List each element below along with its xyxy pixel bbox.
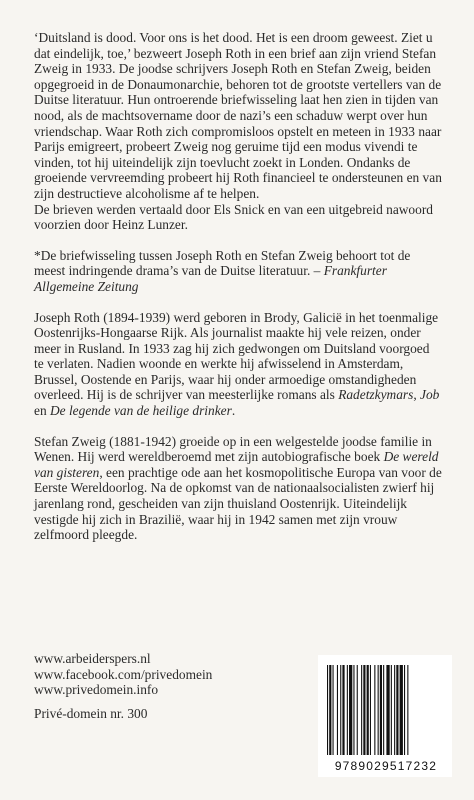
zweig-bio-text: Stefan Zweig (1881-1942) groeide op in een welgestelde joodse familie in Wenen. Hij werd wereldberoemd met zijn autobiografische boek: [34, 433, 432, 465]
barcode: [318, 655, 452, 777]
website-links: [34, 651, 212, 698]
roth-biography: Joseph Roth (1894-1939) werd geboren in Brody, Galicië in het toenmalige Oostenrijks-Hongaarse Rijk. Als journalist maakte hij vele reizen, onder meer in Rusland. In 1933 zag hij zich gedwongen om Duitsland voorgoed te verlaten. Nadien woonde en werkte hij afwisselend in Amsterdam, Brussel, Oostende en Parijs, waar hij onder armoedige omstandigheden overleed. Hij is de schrijver van meesterlijke romans als Radetzkymars, Job en De legende van de heilige drinker.: [34, 309, 440, 419]
link-arbeiderspers[interactable]: www.arbeiderspers.nl: [34, 651, 151, 666]
book-title-wereld: De wereld van gisteren: [34, 449, 439, 480]
series-number: Privé-domein nr. 300: [34, 706, 148, 721]
book-title-job: Job: [420, 387, 440, 403]
book-title-legende: De legende van de heilige drinker: [50, 403, 232, 419]
translation-credit: De brieven werden vertaald door Els Snick en van een uitgebreid nawoord voorzien door Heinz Lunzer.: [34, 201, 433, 233]
link-privedomein[interactable]: www.privedomein.info: [34, 682, 159, 698]
isbn-number: 9789029517232: [334, 759, 438, 773]
zweig-biography: Stefan Zweig (1881-1942) groeide op in een welgestelde joodse familie in Wenen. Hij werd wereldberoemd met zijn autobiografische boek De wereld van gisteren, een prachtige ode aan het kosmopolitische Europa van voor de Eerste Wereldoorlog. Na de opkomst van de nationaalsocialisten zwierf hij jarenlang rond, gescheiden van zijn thuisland Oostenrijk. Uiteindelijk vestigde hij zich in Brazilië, waar hij in 1942 samen met zijn vrouw zelfmoord pleegde.: [34, 433, 442, 543]
link-facebook[interactable]: www.facebook.com/privedomein: [34, 666, 213, 682]
barcode-icon: [325, 665, 445, 757]
press-quote: [34, 248, 442, 295]
roth-bio-text: Joseph Roth (1894-1939) werd geboren in Brody, Galicië in het toenmalige Oostenrijks-Hongaarse Rijk. Als journalist maakte hij vele reizen, onder meer in Rusland. In 1933 zag hij zich gedwongen om Duitsland voorgoed te verlaten. Nadien woonde en werkte hij afwisselend in Amsterdam, Brussel, Oostende en Parijs, waar hij onder armoedige omstandigheden overleed. Hij is de schrijver van meesterlijke romans als: [34, 309, 439, 403]
quote-source: Frankfurter Allgemeine Zeitung: [34, 263, 387, 294]
quote-text: *De briefwisseling tussen Joseph Roth en Stefan Zweig behoort tot de meest indringende drama’s van de Duitse literatuur. –: [34, 247, 411, 279]
cover-text: [34, 30, 442, 543]
book-title-radetzkymars: Radetzkymars: [338, 387, 414, 403]
intro-paragraph: ‘Duitsland is dood. Voor ons is het dood. Het is een droom geweest. Ziet u dat eindelijk, toe,’ bezweert Joseph Roth in een brief aan zijn vriend Stefan Zweig in 1933. De joodse schrijvers Joseph Roth en Stefan Zweig, beiden opgegroeid in de Donaumonarchie, behoren tot de grootste vertellers van de Duitse literatuur. Hun ontroerende briefwisseling laat hen zien in tijden van nood, als de machtsovername door de nazi’s een schaduw werpt over hun vriendschap. Waar Roth zich compromisloos opstelt en meteen in 1933 naar Parijs emigreert, probeert Zweig nog geruime tijd een modus vivendi te vinden, tot hij uiteindelijk zijn toevlucht zoekt in Londen. Ondanks de groeiende vervreemding probeert hij Roth financieel te ondersteunen en van zijn destructieve alcoholisme af te helpen.: [34, 30, 442, 201]
